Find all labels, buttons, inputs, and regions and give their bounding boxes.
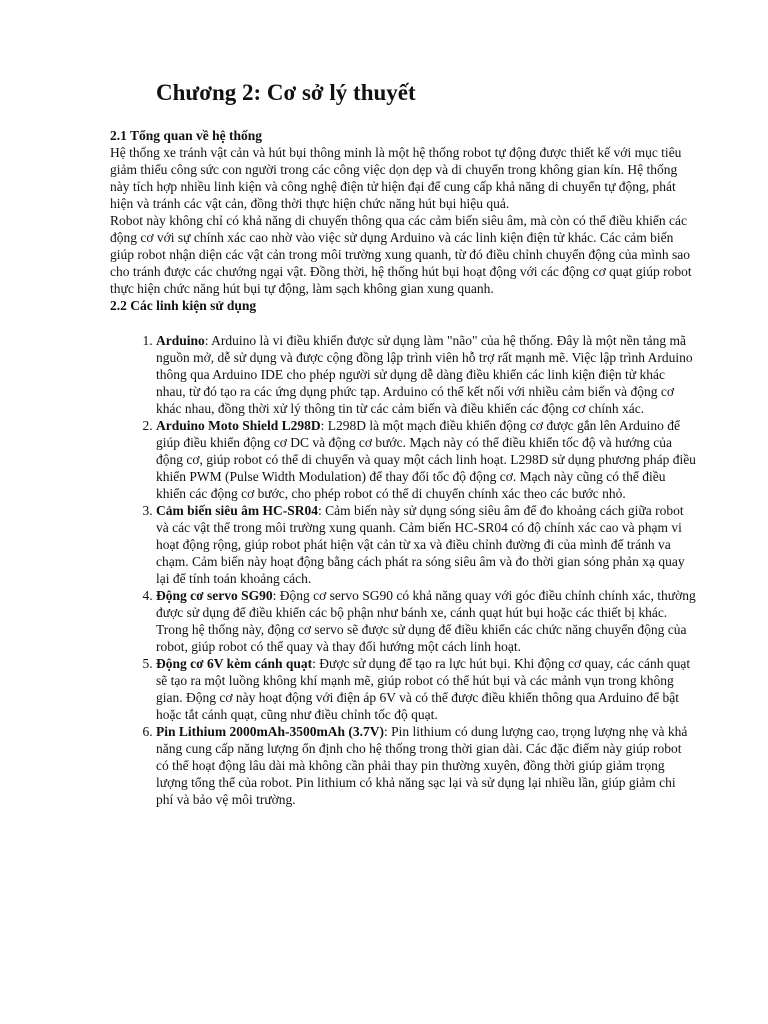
list-item-arduino [156, 332, 696, 417]
item-term: Arduino [156, 333, 205, 348]
section-heading-overview: 2.1 Tổng quan về hệ thống [110, 128, 263, 143]
components-list [110, 332, 696, 808]
overview-paragraph-2: Robot này không chỉ có khả năng di chuyển thông qua các cảm biến siêu âm, mà còn có thể điều khiển các động cơ với sự chính xác cao nhờ vào việc sử dụng Arduino và các linh kiện điện tử khác. Các cảm biến giúp robot nhận diện các vật cản trong môi trường xung quanh, từ đó điều chỉnh chuyển động của mình sao cho tránh được các chướng ngại vật. Đồng thời, hệ thống hút bụi hoạt động với các động cơ quạt giúp robot thực hiện chức năng hút bụi tự động, làm sạch không gian xung quanh. [110, 213, 692, 296]
list-item-ultrasonic-sensor [156, 502, 696, 587]
chapter-title: Chương 2: Cơ sở lý thuyết [156, 80, 416, 105]
item-description: : Động cơ servo SG90 có khả năng quay với góc điều chỉnh chính xác, thường được sử dụng để điều khiển các bộ phận như bánh xe, cánh quạt hút bụi hoặc các thiết bị khác. Trong hệ thống này, động cơ servo sẽ được sử dụng để điều khiển các chức năng chuyển động của robot, giúp robot có thể quay và thay đổi hướng một cách linh hoạt. [156, 588, 696, 654]
item-term: Động cơ 6V kèm cánh quạt [156, 656, 313, 671]
item-term: Arduino Moto Shield L298D [156, 418, 321, 433]
list-item-motor-shield [156, 417, 696, 502]
item-term: Động cơ servo SG90 [156, 588, 273, 603]
list-item-fan-motor [156, 655, 696, 723]
list-item-servo-motor [156, 587, 696, 655]
section-heading-components: 2.2 Các linh kiện sử dụng [110, 298, 257, 313]
item-description: : Arduino là vi điều khiển được sử dụng làm "não" của hệ thống. Đây là một nền tảng mã nguồn mở, dễ sử dụng và được cộng đồng lập trình viên hỗ trợ rất mạnh mẽ. Việc lập trình Arduino thông qua Arduino IDE cho phép người sử dụng dễ dàng điều khiển các linh kiện điện tử khác nhau, từ đó tạo ra các ứng dụng phức tạp. Arduino có thể kết nối với nhiều cảm biến và động cơ khác nhau, đồng thời xử lý thông tin từ các cảm biến và điều khiển các động cơ chính xác. [156, 333, 693, 416]
item-description: : Pin lithium có dung lượng cao, trọng lượng nhẹ và khả năng cung cấp năng lượng ổn định cho hệ thống trong thời gian dài. Các đặc điểm này giúp robot có thể hoạt động lâu dài mà không cần phải thay pin thường xuyên, đồng thời giúp giảm trọng lượng tổng thể của robot. Pin lithium có khả năng sạc lại và sử dụng lại nhiều lần, giúp giảm chi phí và bảo vệ môi trường. [156, 724, 688, 807]
item-term: Pin Lithium 2000mAh-3500mAh (3.7V) [156, 724, 385, 739]
item-description: : Cảm biến này sử dụng sóng siêu âm để đo khoảng cách giữa robot và các vật thể trong môi trường xung quanh. Cảm biến HC-SR04 có độ chính xác cao và phạm vi hoạt động rộng, giúp robot phát hiện vật cản từ xa và điều chỉnh đường đi của mình để tránh va chạm. Cảm biến này hoạt động bằng cách phát ra sóng siêu âm và đo thời gian sóng phản xạ quay lại để tính toán khoảng cách. [156, 503, 685, 586]
list-item-lithium-battery [156, 723, 696, 808]
item-description: : Được sử dụng để tạo ra lực hút bụi. Khi động cơ quay, các cánh quạt sẽ tạo ra một luồng không khí mạnh mẽ, giúp robot có thể hút bụi và các mảnh vụn trong không gian. Động cơ này hoạt động với điện áp 6V và có thể được điều khiển thông qua Arduino để bật hoặc tắt cánh quạt, cũng như điều chỉnh tốc độ quạt. [156, 656, 691, 722]
overview-paragraph-1: Hệ thống xe tránh vật cản và hút bụi thông minh là một hệ thống robot tự động được thiết kế với mục tiêu giảm thiểu công sức con người trong các công việc dọn dẹp và di chuyển trong không gian kín. Hệ thống này tích hợp nhiều linh kiện và công nghệ điện tử hiện đại để cung cấp khả năng di chuyển tự động, phát hiện và tránh các vật cản, đồng thời thực hiện chức năng hút bụi hiệu quả. [110, 145, 682, 211]
item-description: : L298D là một mạch điều khiển động cơ được gắn lên Arduino để giúp điều khiển động cơ DC và động cơ bước. Mạch này có thể điều khiển tốc độ và hướng của động cơ, giúp robot có thể di chuyển và quay một cách linh hoạt. L298D sử dụng phương pháp điều khiển PWM (Pulse Width Modulation) để thay đổi tốc độ động cơ. Mạch này cũng có thể điều khiển các động cơ bước, cho phép robot có thể di chuyển chính xác theo các bước nhỏ. [156, 418, 696, 501]
item-term: Cảm biến siêu âm HC-SR04 [156, 503, 319, 518]
